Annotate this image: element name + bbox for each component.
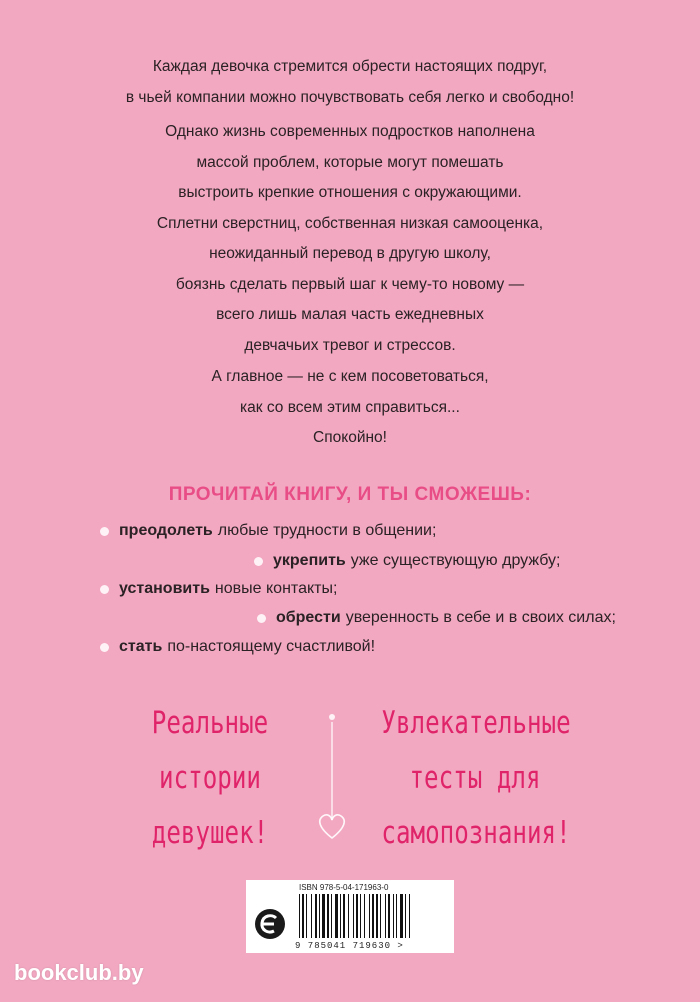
body-line: неожиданный перевод в другую школу, <box>209 245 491 262</box>
barcode-icon <box>299 894 447 940</box>
barcode-digits: 9 785041 719630 > <box>295 941 404 951</box>
benefit-verb: стать <box>119 638 163 655</box>
bullet-dot-icon <box>257 614 266 623</box>
benefit-item <box>254 552 561 570</box>
callout-line: Увлекательные <box>381 705 571 741</box>
publisher-logo-icon <box>254 908 286 940</box>
self-discovery-tests-callout <box>381 696 571 861</box>
body-line: выстроить крепкие отношения с окружающими. <box>178 184 522 201</box>
benefit-item <box>257 609 616 627</box>
callout-line: девушек! <box>151 815 269 851</box>
benefit-item <box>100 522 436 540</box>
ending-line: Спокойно! <box>313 429 387 446</box>
body-line: Сплетни сверстниц, собственная низкая самооценка, <box>156 214 544 232</box>
callout-line: самопознания! <box>381 815 571 851</box>
benefit-text: новые контакты; <box>214 580 338 597</box>
body-line: боязнь сделать первый шаг к чему-то новому — <box>175 275 525 293</box>
callout-line: Реальные <box>151 705 269 741</box>
real-stories-callout <box>124 696 296 861</box>
body-paragraph <box>0 117 700 361</box>
benefit-verb: преодолеть <box>119 522 213 539</box>
benefit-text: уверенность в себе и в своих силах; <box>345 609 616 626</box>
body-line: Однако жизнь современных подростков наполнена <box>165 123 535 140</box>
bullet-dot-icon <box>100 585 109 594</box>
intro-line: в чьей компании можно почувствовать себя легко и свободно! <box>125 88 575 106</box>
barcode-panel <box>246 880 454 953</box>
benefit-item <box>100 638 375 656</box>
isbn-text: ISBN 978-5-04-171963-0 <box>299 883 389 892</box>
callout-line: тесты для <box>409 760 541 796</box>
benefit-item <box>100 580 337 598</box>
body-line: девчачьих тревог и стрессов. <box>244 336 456 354</box>
bullet-dot-icon <box>100 527 109 536</box>
benefit-verb: укрепить <box>273 552 346 569</box>
body-line: массой проблем, которые могут помешать <box>196 153 504 171</box>
ending-line: А главное — не с кем посоветоваться, <box>211 368 489 385</box>
intro-paragraph <box>0 52 700 113</box>
call-to-action-heading: ПРОЧИТАЙ КНИГУ, И ТЫ СМОЖЕШЬ: <box>168 484 532 505</box>
benefit-text: по-настоящему счастливой! <box>167 638 376 655</box>
benefit-verb: обрести <box>276 609 341 626</box>
callout-line: истории <box>159 760 261 796</box>
site-watermark: bookclub.by <box>14 960 144 985</box>
intro-line: Каждая девочка стремится обрести настоящих подруг, <box>152 58 548 75</box>
body-line: всего лишь малая часть ежедневных <box>216 306 484 323</box>
benefit-verb: установить <box>119 580 210 597</box>
heart-arrow-divider-icon <box>315 712 349 840</box>
bullet-dot-icon <box>254 557 263 566</box>
ending-line: как со всем этим справиться... <box>240 398 460 416</box>
bullet-dot-icon <box>100 643 109 652</box>
ending-paragraph <box>0 362 700 454</box>
benefit-text: любые трудности в общении; <box>217 522 437 539</box>
benefit-text: уже существующую дружбу; <box>350 552 561 569</box>
